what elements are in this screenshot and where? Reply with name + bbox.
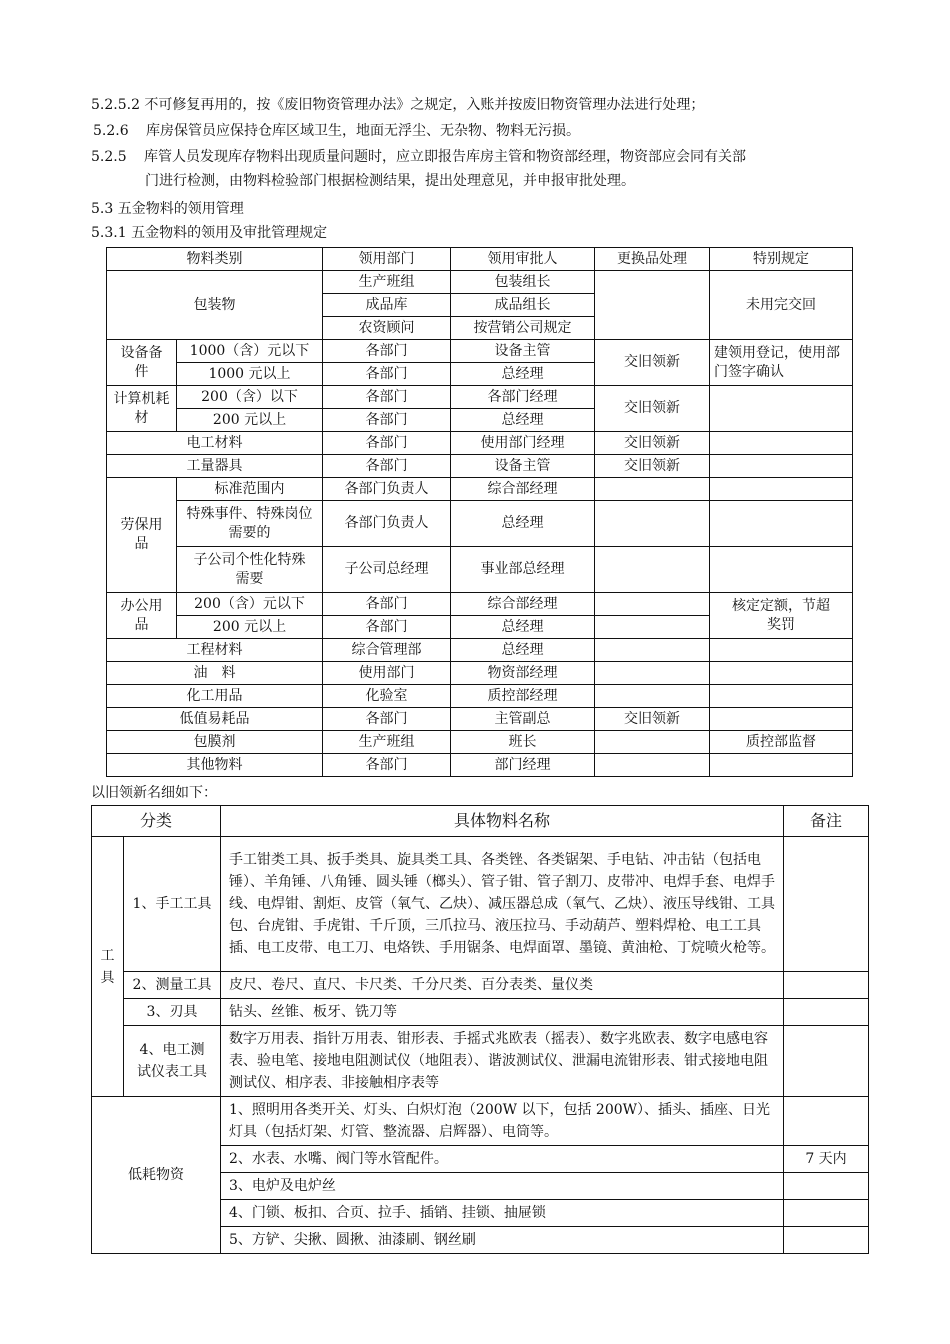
subcategory-cell: 200（含）元以下	[177, 593, 323, 616]
category-cell: 计算机耗材	[107, 386, 177, 432]
category-cell: 3、刃具	[124, 999, 221, 1026]
table-row	[107, 639, 853, 662]
approver-cell: 总经理	[451, 616, 595, 639]
approver-cell: 设备主管	[451, 455, 595, 478]
dept-cell: 各部门	[323, 708, 451, 731]
approver-cell: 班长	[451, 731, 595, 754]
dept-cell: 各部门	[323, 455, 451, 478]
table-row	[92, 1097, 869, 1146]
desc-cell: 钻头、丝锥、板牙、铣刀等	[221, 999, 784, 1026]
col-header: 备注	[784, 806, 869, 837]
category-cell: 设备备件	[107, 340, 177, 386]
category-cell: 低值易耗品	[107, 708, 323, 731]
special-cell: 建领用登记，使用部门签字确认	[710, 340, 853, 386]
dept-cell: 使用部门	[323, 662, 451, 685]
desc-cell: 数字万用表、指针万用表、钳形表、手摇式兆欧表（摇表）、数字兆欧表、数字电感电容表、验电笔、接地电阻测试仪（地阻表）、谐波测试仪、泄漏电流钳形表、钳式接地电阻测试仪、相序表、非接触相序表等	[221, 1026, 784, 1097]
replace-cell: 交旧领新	[595, 340, 710, 386]
replace-cell	[595, 639, 710, 662]
dept-cell: 各部门	[323, 340, 451, 363]
replace-cell: 交旧领新	[595, 708, 710, 731]
replace-cell: 交旧领新	[595, 386, 710, 432]
dept-cell: 各部门	[323, 616, 451, 639]
note-cell	[784, 1200, 869, 1227]
approver-cell: 使用部门经理	[451, 432, 595, 455]
replace-cell	[595, 271, 710, 340]
note-cell	[784, 1026, 869, 1097]
note-cell	[784, 1227, 869, 1254]
note-cell	[784, 1097, 869, 1146]
para-525-num: 5.2.5	[91, 149, 127, 165]
desc-cell: 5、方铲、尖揪、圆揪、油漆刷、钢丝刷	[221, 1227, 784, 1254]
table-row	[107, 271, 853, 294]
approver-cell: 事业部总经理	[451, 547, 595, 593]
replace-cell	[595, 547, 710, 593]
desc-cell: 皮尺、卷尺、直尺、卡尺类、千分尺类、百分表类、量仪类	[221, 972, 784, 999]
dept-cell: 各部门	[323, 593, 451, 616]
table-row	[107, 432, 853, 455]
category-cell: 化工用品	[107, 685, 323, 708]
category-cell: 1、手工工具	[124, 837, 221, 972]
dept-cell: 各部门负责人	[323, 501, 451, 547]
table-row	[107, 662, 853, 685]
approver-cell: 设备主管	[451, 340, 595, 363]
approver-cell: 物资部经理	[451, 662, 595, 685]
category-cell: 办公用品	[107, 593, 177, 639]
dept-cell: 生产班组	[323, 271, 451, 294]
table-row	[92, 837, 869, 972]
col-header: 特别规定	[710, 248, 853, 271]
desc-cell: 3、电炉及电炉丝	[221, 1173, 784, 1200]
table-row	[92, 999, 869, 1026]
category-cell: 油 料	[107, 662, 323, 685]
special-cell: 核定定额，节超奖罚	[710, 593, 853, 639]
col-header: 更换品处理	[595, 248, 710, 271]
note-cell	[784, 837, 869, 972]
note-cell: 7 天内	[784, 1146, 869, 1173]
table-header-row	[107, 248, 853, 271]
subcategory-cell: 1000（含）元以下	[177, 340, 323, 363]
table-row	[107, 708, 853, 731]
table-row	[92, 1026, 869, 1097]
subcategory-cell: 200 元以上	[177, 409, 323, 432]
replacement-table	[91, 805, 869, 1254]
approver-cell: 按营销公司规定	[451, 317, 595, 340]
special-cell	[710, 501, 853, 547]
approver-cell: 综合部经理	[451, 593, 595, 616]
replace-cell	[595, 593, 710, 616]
replacement-list-heading: 以旧领新名细如下：	[91, 785, 217, 801]
category-cell: 包膜剂	[107, 731, 323, 754]
note-cell	[784, 972, 869, 999]
special-cell	[710, 455, 853, 478]
para-5252: 5.2.5.2 不可修复再用的，按《废旧物资管理办法》之规定，入账并按废旧物资管理办法进行处理；	[91, 97, 705, 113]
desc-cell: 手工钳类工具、扳手类具、旋具类工具、各类锉、各类锯架、手电钻、冲击钻（包括电锤）、羊角锤、八角锤、圆头锤（榔头）、管子钳、管子割刀、皮带冲、电焊手套、电焊手线、电焊钳、割炬、皮管（氧气、乙炔）、减压器总成（氧气、乙炔）、液压导线钳、工具包、台虎钳、手虎钳、千斤顶，三爪拉马、液压拉马、手动葫芦、塑料焊枪、电工工具插、电工皮带、电工刀、电烙铁、手用锯条、电焊面罩、墨镜、黄油枪、丁烷喷火枪等。	[221, 837, 784, 972]
special-cell	[710, 547, 853, 593]
special-cell: 质控部监督	[710, 731, 853, 754]
note-cell	[784, 1173, 869, 1200]
dept-cell: 子公司总经理	[323, 547, 451, 593]
table-row	[107, 478, 853, 501]
section-531-heading: 5.3.1 五金物料的领用及审批管理规定	[91, 225, 328, 241]
replace-cell: 交旧领新	[595, 455, 710, 478]
approval-table	[106, 247, 853, 777]
category-cell: 2、测量工具	[124, 972, 221, 999]
table-row	[107, 501, 853, 547]
special-cell	[710, 708, 853, 731]
replace-cell	[595, 685, 710, 708]
subcategory-cell: 1000 元以上	[177, 363, 323, 386]
para-525-cont: 门进行检测，由物料检验部门根据检测结果，提出处理意见，并申报审批处理。	[145, 173, 635, 189]
special-cell	[710, 662, 853, 685]
col-header: 领用部门	[323, 248, 451, 271]
approver-cell: 综合部经理	[451, 478, 595, 501]
table-row	[107, 593, 853, 616]
approver-cell: 总经理	[451, 363, 595, 386]
approver-cell: 包装组长	[451, 271, 595, 294]
table-row	[107, 386, 853, 409]
replace-cell	[595, 731, 710, 754]
replace-cell	[595, 616, 710, 639]
col-header: 分类	[92, 806, 221, 837]
para-525	[91, 146, 861, 169]
special-cell	[710, 386, 853, 432]
table-row	[107, 731, 853, 754]
special-cell: 未用完交回	[710, 271, 853, 340]
col-header: 具体物料名称	[221, 806, 784, 837]
category-cell: 4、电工测试仪表工具	[124, 1026, 221, 1097]
desc-cell: 2、水表、水嘴、阀门等水管配件。	[221, 1146, 784, 1173]
special-cell	[710, 685, 853, 708]
special-cell	[710, 432, 853, 455]
col-header: 领用审批人	[451, 248, 595, 271]
dept-cell: 各部门负责人	[323, 478, 451, 501]
dept-cell: 生产班组	[323, 731, 451, 754]
category-cell: 工量器具	[107, 455, 323, 478]
para-525-text: 库管人员发现库存物料出现质量问题时，应立即报告库房主管和物资部经理，物资部应会同有关部	[144, 149, 746, 165]
approver-cell: 部门经理	[451, 754, 595, 777]
approver-cell: 主管副总	[451, 708, 595, 731]
replace-cell	[595, 501, 710, 547]
category-cell: 电工材料	[107, 432, 323, 455]
para-526-num: 5.2.6	[93, 123, 129, 139]
table-row	[107, 685, 853, 708]
category-cell: 包装物	[107, 271, 323, 340]
category-cell: 其他物料	[107, 754, 323, 777]
subcategory-cell: 子公司个性化特殊需要	[177, 547, 323, 593]
dept-cell: 各部门	[323, 363, 451, 386]
table-row	[107, 340, 853, 363]
dept-cell: 各部门	[323, 409, 451, 432]
dept-cell: 综合管理部	[323, 639, 451, 662]
replace-cell	[595, 662, 710, 685]
approver-cell: 各部门经理	[451, 386, 595, 409]
replace-cell	[595, 754, 710, 777]
subcategory-cell: 200（含）以下	[177, 386, 323, 409]
desc-cell: 4、门锁、板扣、合页、拉手、插销、挂锁、抽屉锁	[221, 1200, 784, 1227]
approver-cell: 总经理	[451, 409, 595, 432]
para-526	[91, 120, 861, 143]
table-row	[107, 455, 853, 478]
dept-cell: 各部门	[323, 432, 451, 455]
category-cell: 劳保用品	[107, 478, 177, 593]
subcategory-cell: 特殊事件、特殊岗位需要的	[177, 501, 323, 547]
section-53-heading: 5.3 五金物料的领用管理	[91, 201, 244, 217]
note-cell	[784, 999, 869, 1026]
table-row	[92, 972, 869, 999]
para-526-text: 库房保管员应保持仓库区域卫生，地面无浮尘、无杂物、物料无污损。	[146, 123, 580, 139]
dept-cell: 成品库	[323, 294, 451, 317]
group-cell: 工具	[92, 837, 124, 1097]
special-cell	[710, 639, 853, 662]
table-row	[107, 754, 853, 777]
special-cell	[710, 478, 853, 501]
subcategory-cell: 标准范围内	[177, 478, 323, 501]
dept-cell: 农资顾问	[323, 317, 451, 340]
dept-cell: 各部门	[323, 386, 451, 409]
subcategory-cell: 200 元以上	[177, 616, 323, 639]
replace-cell: 交旧领新	[595, 432, 710, 455]
desc-cell: 1、照明用各类开关、灯头、白炽灯泡（200W 以下，包括 200W）、插头、插座、日光灯具（包括灯架、灯管、整流器、启辉器）、电筒等。	[221, 1097, 784, 1146]
approver-cell: 总经理	[451, 501, 595, 547]
dept-cell: 各部门	[323, 754, 451, 777]
approver-cell: 总经理	[451, 639, 595, 662]
col-header: 物料类别	[107, 248, 323, 271]
approver-cell: 质控部经理	[451, 685, 595, 708]
group-cell: 低耗物资	[92, 1097, 221, 1254]
category-cell: 工程材料	[107, 639, 323, 662]
approver-cell: 成品组长	[451, 294, 595, 317]
dept-cell: 化验室	[323, 685, 451, 708]
replace-cell	[595, 478, 710, 501]
special-cell	[710, 754, 853, 777]
table-header-row	[92, 806, 869, 837]
table-row	[107, 547, 853, 593]
